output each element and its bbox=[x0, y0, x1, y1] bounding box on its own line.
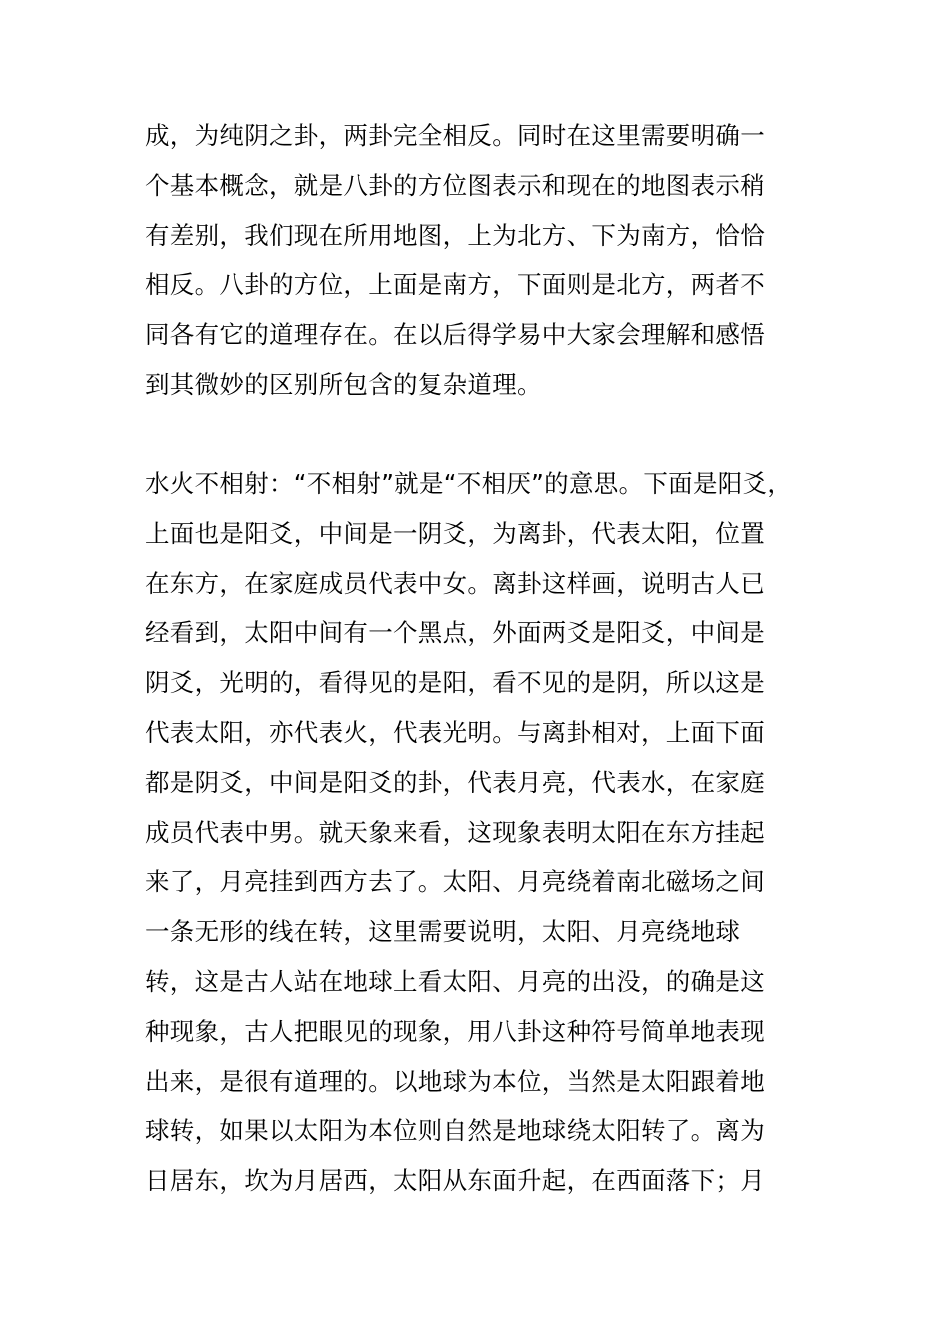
text-line: 阴爻，光明的，看得见的是阳，看不见的是阴，所以这是 bbox=[145, 668, 765, 698]
text-line: 到其微妙的区别所包含的复杂道理。 bbox=[145, 369, 542, 399]
text-line: 在东方，在家庭成员代表中女。离卦这样画，说明古人已 bbox=[145, 568, 765, 598]
text-line: 出来，是很有道理的。以地球为本位，当然是太阳跟着地 bbox=[145, 1066, 765, 1096]
text-line: 有差别，我们现在所用地图，上为北方、下为南方，恰恰 bbox=[145, 220, 765, 250]
text-line: 上面也是阳爻，中间是一阴爻，为离卦，代表太阳，位置 bbox=[145, 518, 765, 548]
paragraph-bagua-orientation bbox=[145, 111, 805, 410]
text-line: 球转，如果以太阳为本位则自然是地球绕太阳转了。离为 bbox=[145, 1116, 765, 1146]
text-line: 相反。八卦的方位，上面是南方，下面则是北方，两者不 bbox=[145, 270, 765, 300]
text-line: 成员代表中男。就天象来看，这现象表明太阳在东方挂起 bbox=[145, 817, 765, 847]
text-line: 种现象，古人把眼见的现象，用八卦这种符号简单地表现 bbox=[145, 1016, 765, 1046]
text-line: 转，这是古人站在地球上看太阳、月亮的出没，的确是这 bbox=[145, 966, 765, 996]
text-line: 同各有它的道理存在。在以后得学易中大家会理解和感悟 bbox=[145, 320, 765, 350]
text-line: 来了，月亮挂到西方去了。太阳、月亮绕着南北磁场之间 bbox=[145, 867, 765, 897]
text-line: 成，为纯阴之卦，两卦完全相反。同时在这里需要明确一 bbox=[145, 121, 765, 150]
text-line: 日居东，坎为月居西，太阳从东面升起，在西面落下；月 bbox=[145, 1166, 765, 1196]
text-line: 一条无形的线在转，这里需要说明，太阳、月亮绕地球 bbox=[145, 917, 741, 947]
text-line: 都是阴爻，中间是阳爻的卦，代表月亮，代表水，在家庭 bbox=[145, 767, 765, 797]
text-line: 代表太阳，亦代表火，代表光明。与离卦相对，上面下面 bbox=[145, 717, 765, 747]
text-line: 经看到，太阳中间有一个黑点，外面两爻是阳爻，中间是 bbox=[145, 618, 765, 648]
paragraph-water-fire bbox=[145, 459, 805, 1206]
text-line: 水火不相射：“不相射”就是“不相厌”的意思。下面是阳爻， bbox=[145, 469, 793, 498]
text-line: 个基本概念，就是八卦的方位图表示和现在的地图表示稍 bbox=[145, 170, 765, 200]
